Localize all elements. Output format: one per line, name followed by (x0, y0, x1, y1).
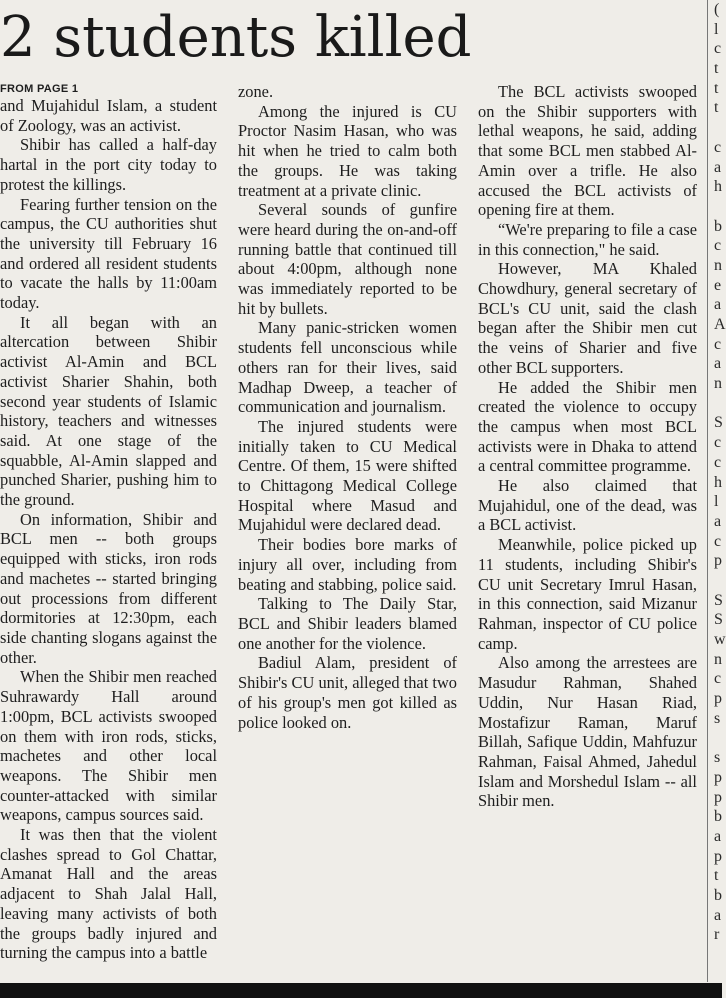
paragraph: On information, Shibir and BCL men -- both groups equipped with sticks, iron rods and machetes -- started bringing out processions from different dormitories at 12:30pm, each side chanting slogans against the other. (0, 509, 217, 667)
paragraph: He added the Shibir men created the violence to occupy the campus when most BCL activists were in Dhaka to attend a central committee programme. (478, 377, 697, 476)
article-column-2 (238, 82, 457, 982)
adjacent-column-letter: c (714, 532, 722, 550)
article-column-1 (0, 82, 217, 982)
paragraph: “We're preparing to file a case in this connection," he said. (478, 219, 697, 259)
jump-label: FROM PAGE 1 (0, 83, 79, 95)
adjacent-column-letter: S (714, 414, 723, 432)
adjacent-column-letter: S (714, 611, 723, 629)
paragraph: Meanwhile, police picked up 11 students, including Shibir's CU unit Secretary Imrul Hasan, in this connection, said Mizanur Rahman, inspector of CU police camp. (478, 535, 697, 653)
adjacent-column-letter: p (714, 788, 722, 806)
article-column-3 (478, 82, 697, 982)
paragraph: Fearing further tension on the campus, the CU authorities shut the university till February 16 and ordered all resident students to vacate the halls by 11:00am today. (0, 194, 217, 313)
paragraph: The injured students were initially taken to CU Medical Centre. Of them, 15 were shifted to Chittagong Medical College Hospital where Masud and Mujahidul were declared dead. (238, 416, 457, 535)
adjacent-column-letter: n (714, 650, 722, 668)
paragraph: and Mujahidul Islam, a student of Zoology, was an activist. (0, 96, 217, 135)
adjacent-column-letter: w (714, 631, 726, 648)
paragraph: Also among the arrestees are Masudur Rahman, Shahed Uddin, Nur Hasan Riad, Mostafizur Raman, Maruf Billah, Safique Uddin, Mahfuzur Rahman, Faisal Ahmed, Jahedul Islam and Morshedul Islam -- all Shibir men. (478, 653, 697, 811)
paragraph: Among the injured is CU Proctor Nasim Hasan, who was hit when he tried to calm both the groups. He was taking treatment at a private clinic. (238, 101, 457, 200)
scan-bottom-border (0, 983, 722, 998)
adjacent-column-letter: b (714, 808, 722, 826)
adjacent-column-letter: b (714, 217, 722, 235)
adjacent-column-letter: h (714, 473, 722, 491)
adjacent-column-letter: p (714, 552, 722, 570)
paragraph: Talking to The Daily Star, BCL and Shibir leaders blamed one another for the violence. (238, 594, 457, 653)
adjacent-column-letter: t (714, 99, 719, 117)
paragraph: Badiul Alam, president of Shibir's CU unit, alleged that two of his group's men got killed as police looked on. (238, 653, 457, 732)
paragraph: However, MA Khaled Chowdhury, general secretary of BCL's CU unit, said the clash began after the Shibir men cut the veins of Sharier and five other BCL supporters. (478, 259, 697, 377)
adjacent-column-letter: S (714, 591, 723, 609)
adjacent-column-letter: t (714, 867, 719, 885)
adjacent-column-letter: p (714, 768, 722, 786)
adjacent-column-letter: l (714, 20, 719, 38)
adjacent-column-letter (714, 394, 722, 414)
adjacent-column-letter: a (714, 827, 722, 845)
adjacent-article-edge (714, 0, 726, 998)
adjacent-column-letter: a (714, 296, 722, 314)
adjacent-column-letter: ( (714, 1, 720, 18)
adjacent-column-letter: n (714, 375, 722, 393)
adjacent-column-letter: b (714, 886, 722, 904)
paragraph: It all began with an altercation between Shibir activist Al-Amin and BCL activist Sharier Shahin, both second year students of Islamic history, teachers and witnesses said. At one stage of the squabble, Al-Amin slapped and punched Sharier, pushing him to the ground. (0, 312, 217, 510)
paragraph: Many panic-stricken women students fell unconscious while others ran for their lives, said Madhap Dweep, a teacher of communication and journalism. (238, 318, 457, 417)
adjacent-column-letter: h (714, 178, 722, 196)
adjacent-column-letter: c (714, 670, 722, 688)
adjacent-column-letter: a (714, 512, 722, 530)
paragraph: Their bodies bore marks of injury all over, including from beating and stabbing, police said. (238, 535, 457, 594)
adjacent-column-letter (714, 728, 722, 748)
paragraph-continuation: zone. (238, 82, 274, 101)
paragraph: He also claimed that Mujahidul, one of the dead, was a BCL activist. (478, 476, 697, 535)
paragraph: The BCL activists swooped on the Shibir supporters with lethal weapons, he said, adding that some BCL men stabbed Al-Amin over a trifle. He also accused the BCL activists of opening fire at them. (478, 82, 697, 220)
adjacent-column-letter: c (714, 138, 722, 156)
adjacent-column-letter: p (714, 847, 722, 865)
adjacent-column-letter (714, 197, 722, 217)
adjacent-column-letter: a (714, 158, 722, 176)
paragraph: Several sounds of gunfire were heard during the on-and-off running battle that continued till about 4:00pm, although none was immediately reported to be hit by bullets. (238, 200, 457, 318)
adjacent-column-letter: s (714, 749, 721, 767)
adjacent-column-letter: c (714, 434, 722, 452)
paragraph: Shibir has called a half-day hartal in the port city today to protest the killings. (0, 135, 217, 194)
adjacent-column-letter: l (714, 493, 719, 511)
adjacent-column-letter: A (714, 316, 726, 333)
adjacent-column-letter: a (714, 355, 722, 373)
headline: 2 students killed (0, 5, 472, 70)
paragraph: When the Shibir men reached Suhrawardy Hall around 1:00pm, BCL activists swooped on them with iron rods, sticks, machetes and other local weapons. The Shibir men counter-attacked with similar weapons, campus sources said. (0, 667, 217, 825)
adjacent-column-letter: n (714, 256, 722, 274)
adjacent-column-letter: c (714, 453, 722, 471)
adjacent-column-letter: c (714, 40, 722, 58)
adjacent-column-letter: e (714, 276, 722, 294)
paragraph: It was then that the violent clashes spread to Gol Chattar, Amanat Hall and the areas adjacent to Shah Jalal Hall, leaving many activists of both the groups badly injured and turning the campus into a battle (0, 825, 217, 963)
adjacent-column-letter: r (714, 926, 720, 944)
adjacent-column-letter: c (714, 237, 722, 255)
adjacent-column-letter: t (714, 79, 719, 97)
adjacent-column-letter (714, 118, 722, 138)
adjacent-column-letter: a (714, 906, 722, 924)
adjacent-column-letter (714, 571, 722, 591)
adjacent-column-letter: s (714, 709, 721, 727)
adjacent-column-letter: t (714, 60, 719, 78)
adjacent-column-letter: p (714, 690, 722, 708)
column-divider (707, 0, 708, 982)
adjacent-column-letter: c (714, 335, 722, 353)
